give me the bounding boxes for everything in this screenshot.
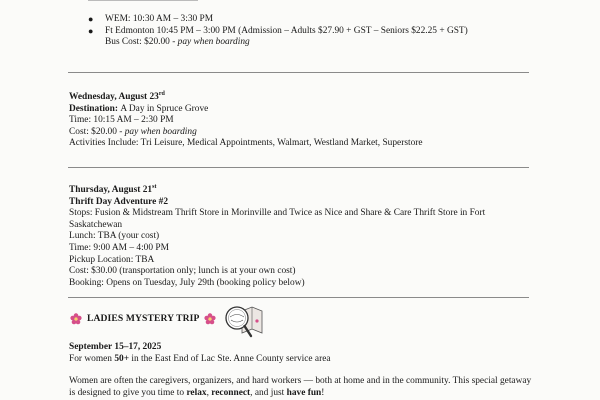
thursday-section — [69, 185, 529, 289]
mystery-trip-heading — [70, 313, 216, 325]
list-item-text: WEM: 10:30 AM – 3:30 PM — [105, 14, 214, 24]
cost-line: Cost: $30.00 (transportation only; lunch is at your own cost) — [69, 266, 296, 277]
bus-cost-label: Bus Cost: $20.00 - — [105, 37, 178, 48]
trip-dates: September 15–17, 2025 — [69, 342, 162, 352]
intro-paragraph: Women are often the caregivers, organizers, and hard workers — both at home and in the community. This special getaway is designed to give you time to relax, reconnect, and just have fun! — [69, 376, 532, 398]
flower-icon — [204, 313, 216, 325]
divider — [68, 167, 529, 168]
booking-line: Booking: Opens on Tuesday, July 29th (booking policy below) — [69, 277, 305, 288]
top-bullet-list — [88, 14, 468, 49]
bullet-icon: ● — [88, 25, 94, 36]
audience-line: For women 50+ in the East End of Lac Ste. Anne County service area — [69, 353, 331, 364]
divider — [68, 297, 529, 298]
wednesday-date: Wednesday, August 23rd — [69, 90, 165, 102]
activities-line: Activities Include: Tri Leisure, Medical Appointments, Walmart, Westland Market, Superstore — [69, 138, 423, 149]
stops-line: Stops: Fusion & Midstream Thrift Store in Morinville and Twice as Nice and Share & Care Thrift Store in Fort Saskatchewan — [69, 208, 486, 230]
time-line: Time: 10:15 AM – 2:30 PM — [69, 115, 174, 126]
bus-cost-note: pay when boarding — [177, 37, 250, 48]
time-line: Time: 9:00 AM – 4:00 PM — [69, 242, 169, 253]
mystery-trip-details — [69, 342, 532, 399]
wednesday-section — [69, 92, 529, 150]
destination-line: Destination: A Day in Spruce Grove — [69, 103, 209, 114]
divider — [68, 72, 529, 73]
cost-line: Cost: $20.00 - pay when boarding — [69, 126, 197, 137]
mystery-trip-title: LADIES MYSTERY TRIP — [87, 313, 200, 325]
list-item — [88, 26, 468, 38]
cropped-header-fragment — [88, 0, 208, 3]
magnifier-map-illustration — [222, 303, 266, 341]
list-item — [88, 14, 468, 26]
thursday-date: Thursday, August 21st — [69, 183, 157, 195]
flower-icon — [70, 313, 82, 325]
pickup-line: Pickup Location: TBA — [69, 254, 155, 265]
thrift-title: Thrift Day Adventure #2 — [69, 196, 169, 207]
lunch-line: Lunch: TBA (your cost) — [69, 231, 160, 242]
bullet-icon: ● — [88, 14, 94, 24]
list-item-text: Ft Edmonton 10:45 PM – 3:00 PM (Admission – Adults $27.90 + GST – Seniors $22.25 + GST) — [105, 25, 468, 36]
bus-cost-line — [88, 37, 468, 49]
